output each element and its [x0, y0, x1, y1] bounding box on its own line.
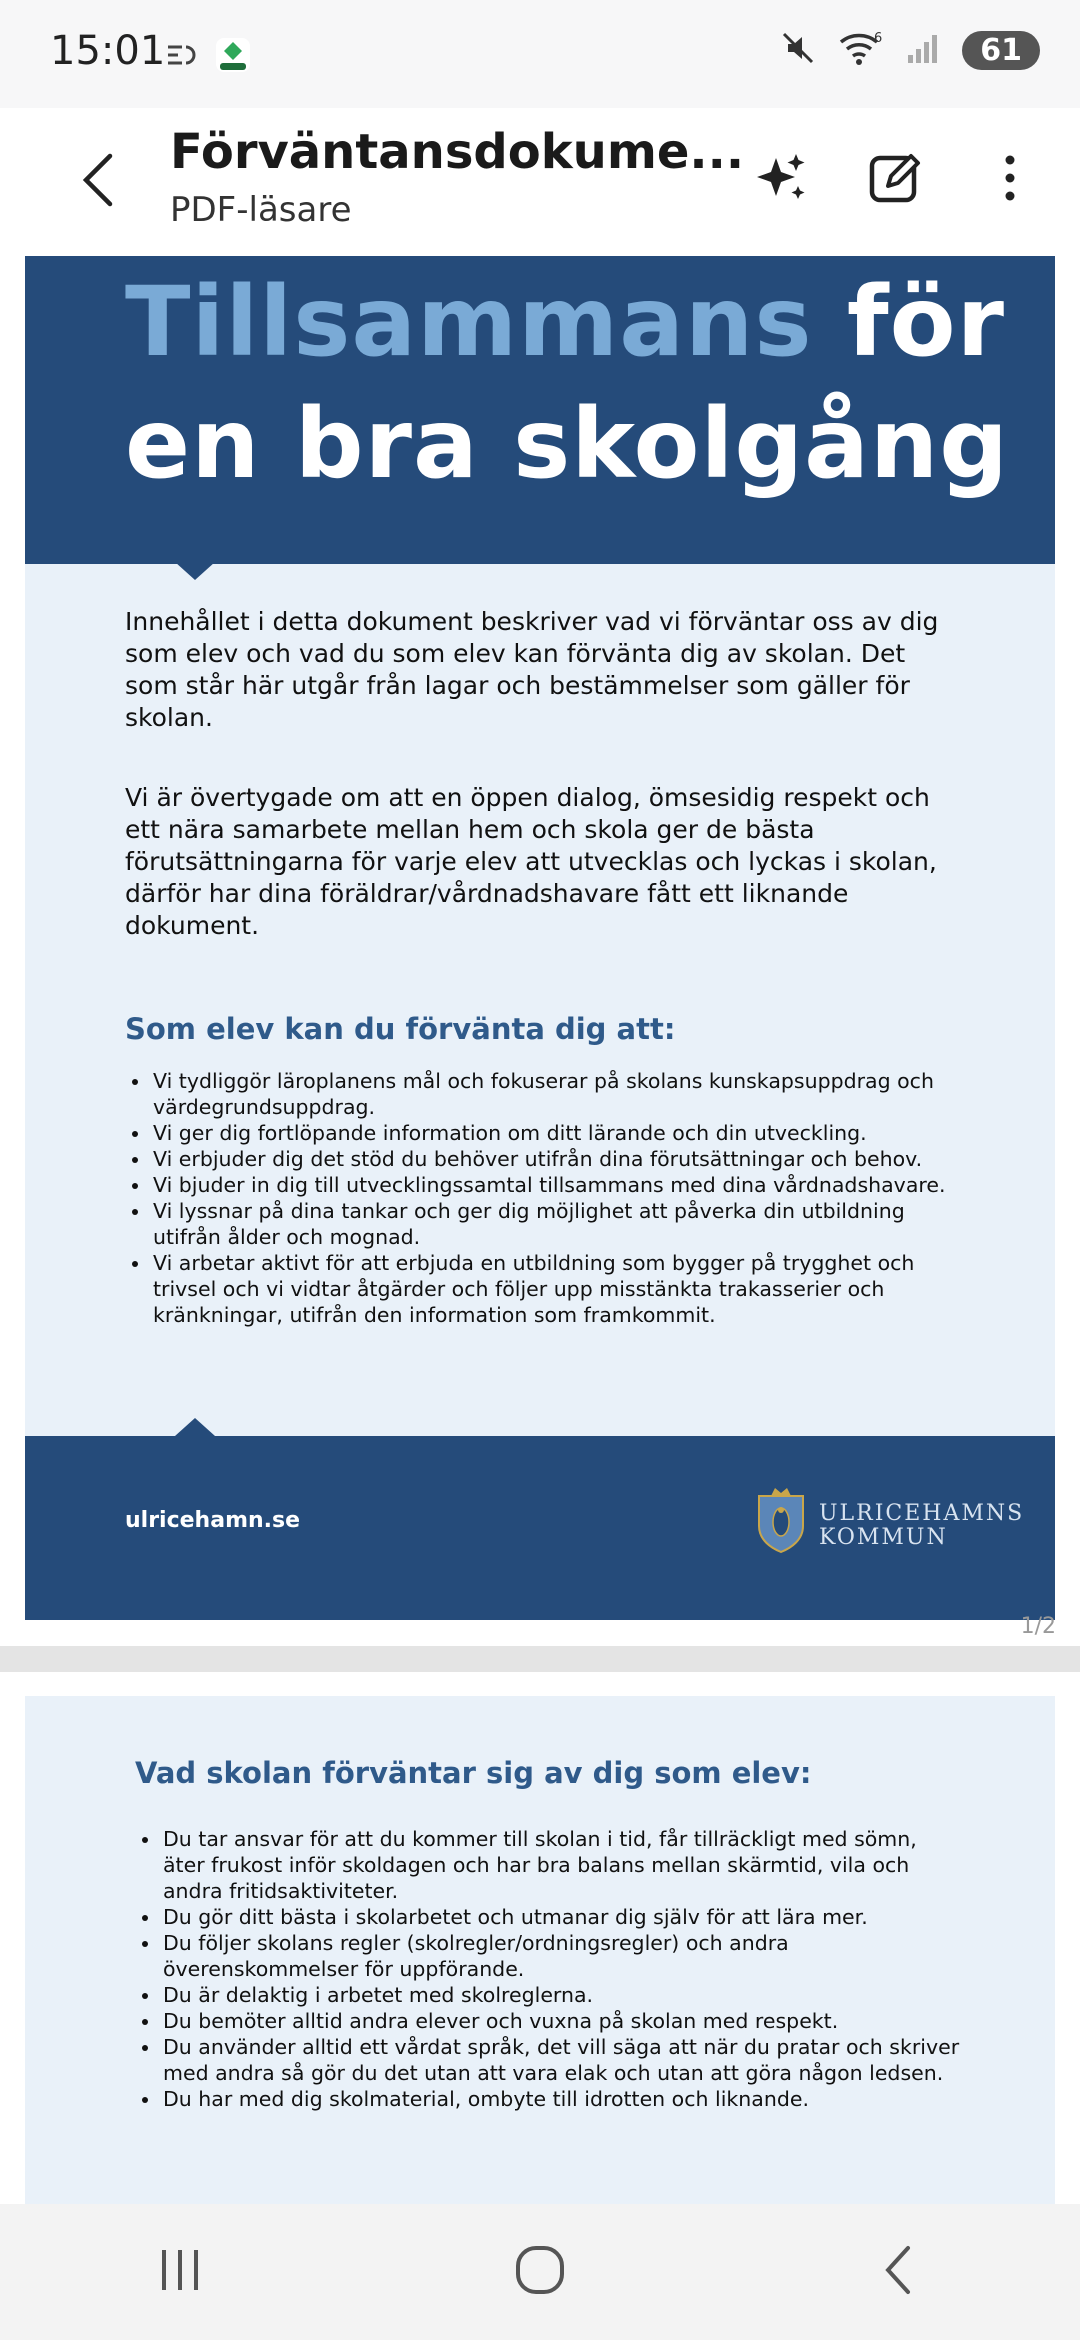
list-item: • Du använder alltid ett vårdat språk, det vill säga att när du pratar och skriver med andra så gör du det utan att vara elak och utan att göra någon ledsen. — [161, 2034, 961, 2086]
mute-icon — [780, 30, 816, 70]
app-actions — [752, 148, 1040, 208]
section-heading: Vad skolan förväntar sig av dig som elev: — [135, 1756, 812, 1790]
banner-notch — [175, 562, 215, 580]
more-icon — [1000, 150, 1020, 206]
edit-icon — [868, 150, 924, 206]
list-item: • Vi ger dig fortlöpande information om ditt lärande och din utveckling. — [151, 1120, 971, 1146]
status-right — [780, 30, 1040, 70]
list-item: • Vi tydliggör läroplanens mål och fokuserar på skolans kunskapsuppdrag och värdegrundsuppdrag. — [151, 1068, 971, 1120]
app-bar — [0, 108, 1080, 258]
svg-text:6: 6 — [874, 31, 883, 46]
list-item: • Du har med dig skolmaterial, ombyte till idrotten och liknande. — [161, 2086, 961, 2112]
page-separator — [0, 1646, 1080, 1672]
recent-apps-icon — [150, 2240, 210, 2300]
pdf-viewer[interactable] — [0, 256, 1080, 2204]
app-notification-icon — [214, 36, 252, 78]
status-time: 15:01 — [50, 28, 166, 74]
pdf-page-2 — [25, 1696, 1055, 2204]
list-item: • Du tar ansvar för att du kommer till skolan i tid, får tillräckligt med sömn, äter frukost inför skoldagen och har bra balans mellan skärmtid, vila och andra fritidsaktiviteter. — [161, 1826, 961, 1904]
title-banner — [25, 256, 1055, 564]
status-bar — [0, 0, 1080, 108]
municipality-name — [819, 1502, 1024, 1550]
recent-apps-button[interactable] — [150, 2240, 210, 2304]
student-expectations-list — [135, 1826, 961, 2112]
list-item: • Vi bjuder in dig till utvecklingssamtal tillsammans med dina vårdnadshavare. — [151, 1172, 971, 1198]
nav-back-button[interactable] — [870, 2240, 930, 2304]
list-item: • Vi lyssnar på dina tankar och ger dig möjlighet att påverka din utbildning utifrån ålder och mognad. — [151, 1198, 971, 1250]
title-line-2: en bra skolgång — [125, 388, 1009, 500]
more-options-button[interactable] — [980, 148, 1040, 208]
section-heading: Som elev kan du förvänta dig att: — [125, 1012, 676, 1046]
list-item: • Du följer skolans regler (skolregler/ordningsregler) och andra överenskommelser för uppförande. — [161, 1930, 961, 1982]
app-subtitle: PDF-läsare — [170, 190, 352, 230]
home-button[interactable] — [510, 2240, 570, 2304]
back-arrow-icon — [70, 150, 130, 210]
document-title: Förväntansdokume... — [170, 124, 745, 180]
list-item: • Vi erbjuder dig det stöd du behöver utifrån dina förutsättningar och behov. — [151, 1146, 971, 1172]
status-left-icons — [166, 36, 252, 78]
signal-icon — [906, 31, 940, 69]
back-button[interactable] — [70, 150, 130, 210]
page-footer — [25, 1436, 1055, 1620]
municipality-crest-icon — [753, 1486, 809, 1554]
footer-notch — [175, 1418, 215, 1436]
title-accent-word: Tillsammans — [125, 266, 813, 378]
page-indicator: 1/2 — [1020, 1614, 1056, 1639]
battery-indicator: 61 — [962, 31, 1040, 70]
list-item: • Du är delaktig i arbetet med skolreglerna. — [161, 1982, 961, 2008]
title-word: för — [846, 266, 1005, 378]
list-item: • Du gör ditt bästa i skolarbetet och utmanar dig själv för att lära mer. — [161, 1904, 961, 1930]
list-item: • Vi arbetar aktivt för att erbjuda en utbildning som bygger på trygghet och trivsel och vi vidtar åtgärder och följer upp misstänkta trakasserier och kränkningar, utifrån den information som framkommit. — [151, 1250, 971, 1328]
intro-paragraph: Innehållet i detta dokument beskriver vad vi förväntar oss av dig som elev och vad du som elev kan förvänta dig av skolan. Det som står här utgår från lagar och bestämmelser som gäller för skolan. — [125, 607, 939, 732]
expectations-list — [125, 1068, 971, 1328]
home-icon — [510, 2240, 570, 2300]
ai-assist-button[interactable] — [752, 148, 812, 208]
edit-button[interactable] — [866, 148, 926, 208]
system-nav-bar — [0, 2204, 1080, 2340]
footer-url[interactable]: ulricehamn.se — [125, 1508, 301, 1533]
list-item: • Du bemöter alltid andra elever och vuxna på skolan med respekt. — [161, 2008, 961, 2034]
municipality-name-line-2: KOMMUN — [819, 1525, 948, 1550]
pdf-page-1 — [25, 256, 1055, 1620]
title-line-1 — [125, 266, 1005, 378]
nav-back-icon — [870, 2240, 930, 2300]
cast-icon — [166, 43, 196, 71]
municipality-name-line-1: ULRICEHAMNS — [819, 1501, 1025, 1526]
ai-sparkle-icon — [754, 150, 810, 206]
wifi-icon — [838, 30, 884, 70]
dialog-paragraph: Vi är övertygade om att en öppen dialog, ömsesidig respekt och ett nära samarbete mellan hem och skola ger de bästa förutsättningarna för varje elev att utvecklas och lyckas i skolan, därför har dina föräldrar/vårdnadshavare fått ett liknande dokument. — [125, 783, 937, 940]
